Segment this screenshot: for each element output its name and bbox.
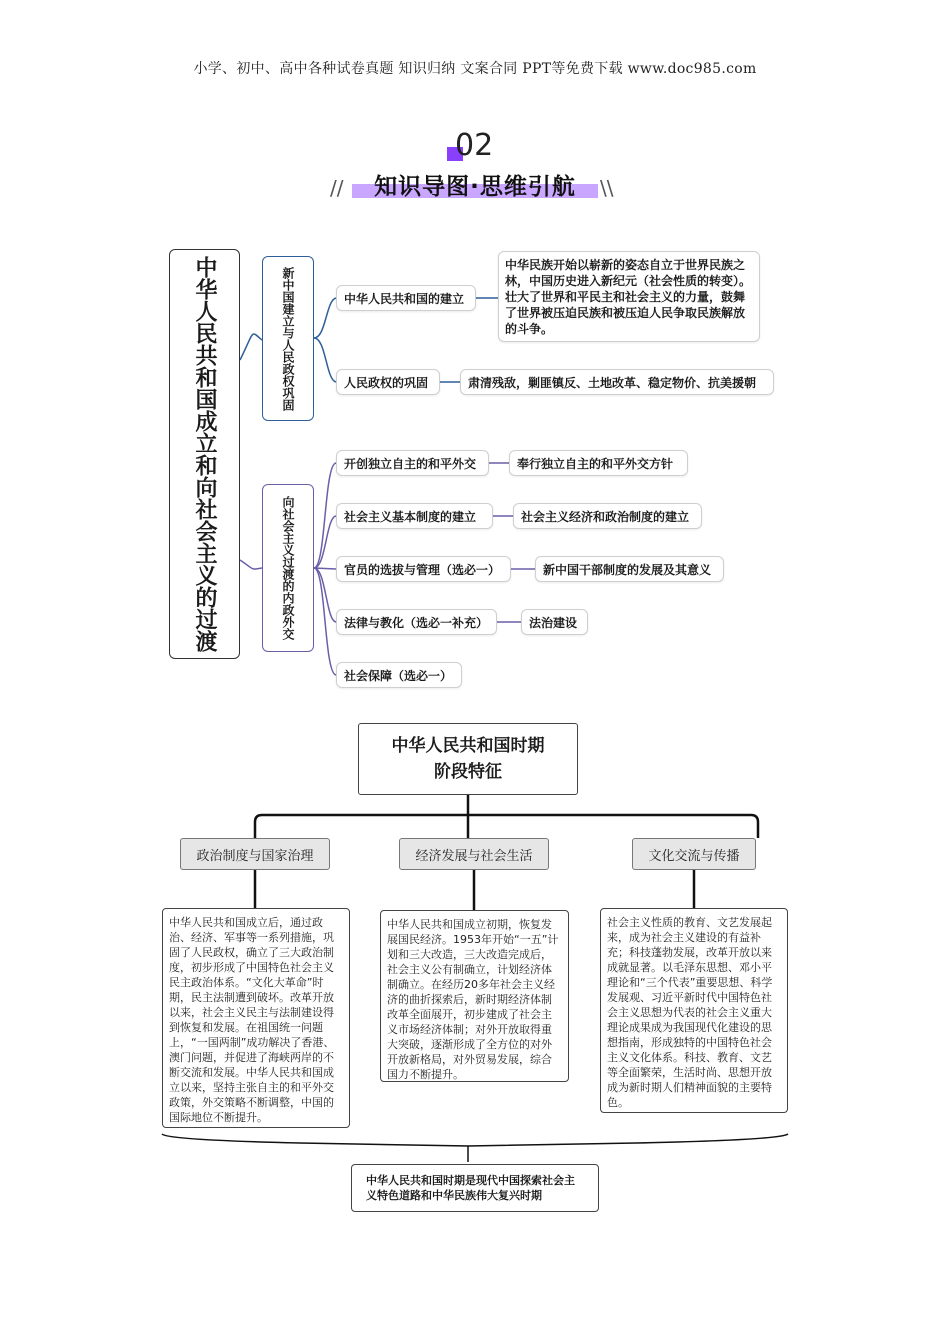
section-slash-left: // bbox=[330, 176, 344, 200]
branch-transition bbox=[262, 484, 314, 652]
stage-conclusion: 中华人民共和国时期是现代中国探索社会主义特色道路和中华民族伟大复兴时期 bbox=[351, 1164, 599, 1212]
section-number: 02 bbox=[455, 128, 494, 163]
detail-official-selection: 新中国干部制度的发展及其意义 bbox=[535, 556, 724, 582]
category-economy: 经济发展与社会生活 bbox=[399, 838, 549, 870]
card-politics: 中华人民共和国成立后，通过政治、经济、军事等一系列措施，巩固了人民政权，确立了三大政治制度，初步形成了中国特色社会主义民主政治体系。“文化大革命”时期，民主法制遭到破坏。改革开放以来，社会主义民主与法制建设得到恢复和发展。在祖国统一问题上，“一国两制”成功解决了香港、澳门问题，并促进了海峡两岸的不断交流和发展。中华人民共和国成立以来，坚持主张自主的和平外交政策，外交策略不断调整，中国的国际地位不断提升。 bbox=[162, 908, 350, 1128]
node-regime-consolidation: 人民政权的巩固 bbox=[336, 369, 440, 395]
branch-new-china bbox=[262, 256, 314, 421]
mindmap-root-label: 中华人民共和国成立和向社会主义的过渡 bbox=[192, 256, 217, 652]
card-culture: 社会主义性质的教育、文艺发展起来，成为社会主义建设的有益补充；科技蓬勃发展，改革开放以来成就显著。以毛泽东思想、邓小平理论和“三个代表”重要思想、科学发展观、习近平新时代中国特色社会主义思想为代表的社会主义重大理论成果成为我国现代化建设的思想指南，形成独特的中国特色社会主义文化体系。科技、教育、文艺等全面繁荣，生活时尚、思想开放成为新时期人们精神面貌的主要特色。 bbox=[600, 908, 788, 1113]
detail-law-education: 法治建设 bbox=[521, 609, 588, 635]
node-peaceful-diplomacy: 开创独立自主的和平外交 bbox=[336, 450, 489, 476]
detail-peaceful-diplomacy: 奉行独立自主的和平外交方针 bbox=[509, 450, 688, 476]
mindmap-root bbox=[169, 249, 240, 659]
detail-regime-consolidation: 肃清残敌，剿匪镇反、土地改革、稳定物价、抗美援朝 bbox=[460, 369, 774, 395]
node-prc-founding: 中华人民共和国的建立 bbox=[336, 285, 476, 311]
section-title: 知识导图·思维引航 bbox=[374, 174, 576, 200]
section-slash-right: \\ bbox=[600, 176, 614, 200]
stage-title-line2: 阶段特征 bbox=[434, 762, 502, 782]
node-social-security: 社会保障（选必一） bbox=[336, 662, 462, 688]
card-economy: 中华人民共和国成立初期，恢复发展国民经济。1953年开始“一五”计划和三大改造，三大改造完成后，社会主义公有制确立，计划经济体制确立。在经历20多年社会主义经济的曲折探索后，新时期经济体制改革全面展开，初步建成了社会主义市场经济体制；对外开放取得重大突破，逐渐形成了全方位的对外开放新格局，对外贸易发展，综合国力不断提升。 bbox=[380, 910, 569, 1082]
detail-prc-founding: 中华民族开始以崭新的姿态自立于世界民族之林，中国历史进入新纪元（社会性质的转变）。壮大了世界和平民主和社会主义的力量，鼓舞了世界被压迫民族和被压迫人民争取民族解放的斗争。 bbox=[498, 251, 760, 342]
detail-socialist-system: 社会主义经济和政治制度的建立 bbox=[513, 503, 702, 529]
stage-title-box bbox=[358, 723, 578, 795]
node-official-selection: 官员的选拔与管理（选必一） bbox=[336, 556, 511, 582]
node-law-education: 法律与教化（选必一补充） bbox=[336, 609, 497, 635]
category-culture: 文化交流与传播 bbox=[632, 838, 756, 870]
stage-title-line1: 中华人民共和国时期 bbox=[391, 736, 545, 756]
category-politics: 政治制度与国家治理 bbox=[180, 838, 330, 870]
branch-transition-label: 向社会主义过渡的内政外交 bbox=[281, 496, 295, 640]
node-socialist-system: 社会主义基本制度的建立 bbox=[336, 503, 493, 529]
page-header: 小学、初中、高中各种试卷真题 知识归纳 文案合同 PPT等免费下载 www.doc985.com bbox=[193, 61, 757, 77]
branch-new-china-label: 新中国建立与人民政权巩固 bbox=[281, 266, 295, 411]
